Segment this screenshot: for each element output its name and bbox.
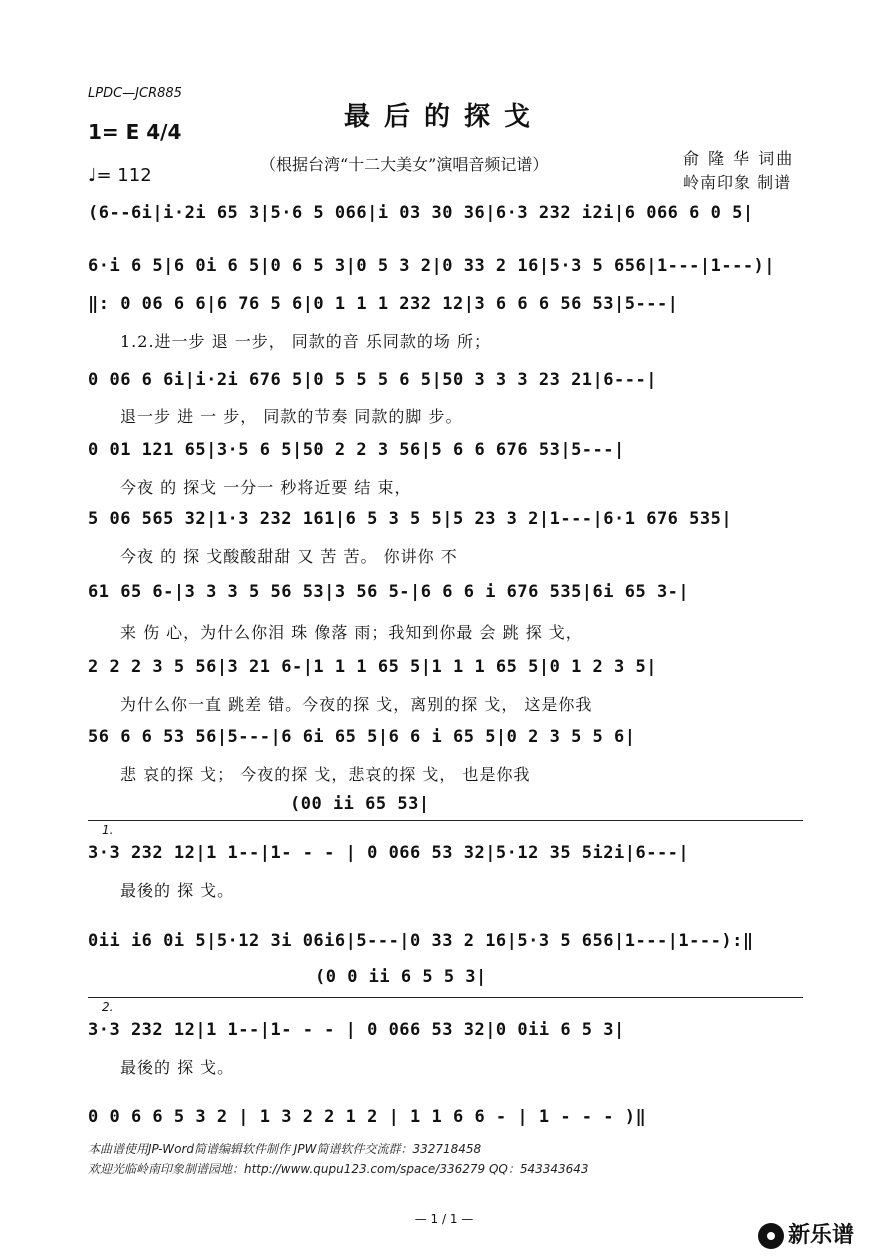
page-number: — 1 / 1 — <box>414 1212 474 1226</box>
lyric-line: 退一步 进 一 步， 同款的节奏 同款的脚 步。 <box>120 407 463 426</box>
notation-line: 0ii i6 0i 5|5·12 3i 06i6|5---|0 33 2 16|5·3 5 656|1---|1---):‖ <box>88 931 754 951</box>
notation-line: 0 01 121 65|3·5 6 5|50 2 2 3 56|5 6 6 676 53|5---| <box>88 440 625 460</box>
volta-label: 2. <box>102 1000 114 1014</box>
notation-line: 2 2 2 3 5 56|3 21 6-|1 1 1 65 5|1 1 1 65 5|0 1 2 3 5| <box>88 657 657 677</box>
notation-line: 5 06 565 32|1·3 232 161|6 5 3 5 5|5 23 3 2|1---|6·1 676 535| <box>88 509 733 529</box>
notation-line: (6--6i|i·2i 65 3|5·6 5 066|i 03 30 36|6·3 232 i2i|6 066 6 0 5| <box>88 203 754 223</box>
volta-bracket <box>88 820 803 837</box>
score-code: LPDC—JCR885 <box>88 86 182 101</box>
notation-line: 3·3 232 12|1 1--|1- - - | 0 066 53 32|5·12 35 5i2i|6---| <box>88 843 690 863</box>
lyric-line: 最後的 探 戈。 <box>120 1058 235 1077</box>
notation-line: ‖: 0 06 6 6|6 76 5 6|0 1 1 1 232 12|3 6 6 6 56 53|5---| <box>88 294 679 314</box>
lyric-line: 1.2.进一步 退 一步， 同款的音 乐同款的场 所； <box>120 332 491 351</box>
key-signature: 1= E 4/4 <box>88 120 182 144</box>
volta-bracket <box>88 997 803 1014</box>
credit-notation: 岭南印象 制谱 <box>683 173 792 192</box>
notation-line: (0 0 ii 6 5 5 3| <box>315 967 487 987</box>
lyric-line: 最後的 探 戈。 <box>120 881 235 900</box>
lyric-line: 来 伤 心，为什么你泪 珠 像落 雨；我知到你最 会 跳 探 戈， <box>120 623 583 642</box>
credit-lyrics-music: 俞 隆 华 词曲 <box>683 149 795 168</box>
lyric-line: 今夜 的 探 戈酸酸甜甜 又 苦 苦。 你讲你 不 <box>120 547 458 566</box>
notation-line: (00 ii 65 53| <box>290 794 430 814</box>
brand-logo <box>758 1218 854 1249</box>
notation-line: 0 0 6 6 5 3 2 | 1 3 2 2 1 2 | 1 1 6 6 - | 1 - - - )‖ <box>88 1107 647 1127</box>
song-subtitle: （根据台湾“十二大美女”演唱音频记谱） <box>260 155 549 174</box>
footer-software-note: 本曲谱使用JP-Word简谱编辑软件制作 JPW简谱软件交流群：332718458 <box>88 1142 482 1156</box>
notation-line: 3·3 232 12|1 1--|1- - - | 0 066 53 32|0 0ii 6 5 3| <box>88 1020 625 1040</box>
notation-line: 0 06 6 6i|i·2i 676 5|0 5 5 5 6 5|50 3 3 3 23 21|6---| <box>88 370 657 390</box>
footer-website-note: 欢迎光临岭南印象制谱园地：http://www.qupu123.com/space/336279 QQ：543343643 <box>88 1162 589 1176</box>
brand-logo-text: 新乐谱 <box>788 1223 855 1248</box>
lyric-line: 悲 哀的探 戈； 今夜的探 戈，悲哀的探 戈， 也是你我 <box>120 765 531 784</box>
lyric-line: 今夜 的 探戈 一分一 秒将近要 结 束， <box>120 478 412 497</box>
song-title: 最后的探戈 <box>343 102 544 132</box>
notation-line: 6·i 6 5|6 0i 6 5|0 6 5 3|0 5 3 2|0 33 2 16|5·3 5 656|1---|1---)| <box>88 256 776 276</box>
lyric-line: 为什么你一直 跳差 错。今夜的探 戈，离别的探 戈， 这是你我 <box>120 695 593 714</box>
notation-line: 56 6 6 53 56|5---|6 6i 65 5|6 6 i 65 5|0 2 3 5 5 6| <box>88 727 636 747</box>
tempo-marking: ♩= 112 <box>88 165 152 186</box>
volta-label: 1. <box>102 823 114 837</box>
notation-line: 61 65 6-|3 3 3 5 56 53|3 56 5-|6 6 6 i 676 535|6i 65 3-| <box>88 582 690 602</box>
record-disc-icon <box>758 1223 784 1249</box>
